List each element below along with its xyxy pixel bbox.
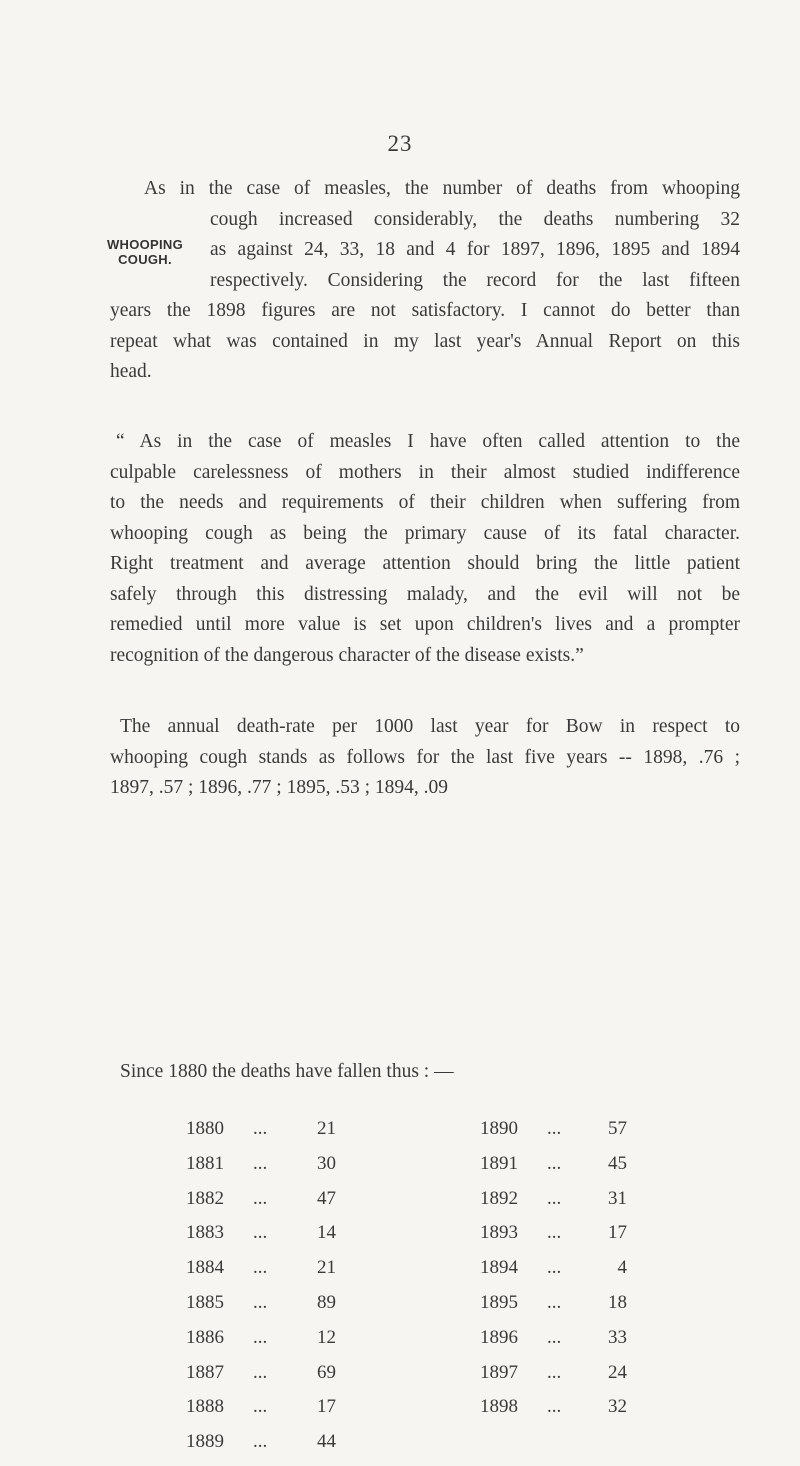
paragraph-quoted-report <box>110 427 740 671</box>
text-line: The annual death-rate per 1000 last year for Bow in respect to <box>120 716 740 737</box>
margin-note-line: WHOOPING <box>106 237 184 252</box>
table-row <box>186 1257 336 1292</box>
deaths-cell: 17 <box>317 1396 336 1418</box>
table-row <box>480 1153 627 1188</box>
text-line: to the needs and requirements of their children when suffering from <box>110 492 740 513</box>
table-row <box>186 1118 336 1153</box>
deaths-cell: 33 <box>608 1326 627 1348</box>
leader-dots: ... <box>253 1118 268 1139</box>
deaths-cell: 69 <box>317 1361 336 1383</box>
table-row <box>480 1292 627 1327</box>
table-row <box>480 1118 627 1153</box>
deaths-cell: 31 <box>608 1187 627 1209</box>
text-line: whooping cough as being the primary cause of its fatal character. <box>110 522 740 544</box>
leader-dots: ... <box>547 1118 562 1139</box>
deaths-cell: 57 <box>608 1118 627 1139</box>
leader-dots: ... <box>253 1431 268 1453</box>
deaths-cell: 47 <box>317 1187 336 1209</box>
text-line: As in the case of measles, the number of deaths from whooping <box>144 178 740 199</box>
paragraph-death-rate <box>110 712 740 804</box>
table-row <box>480 1257 627 1292</box>
text-line: “ As in the case of measles I have often called attention to the <box>116 431 740 452</box>
paragraph-whooping-cough-deaths <box>110 174 740 388</box>
leader-dots: ... <box>253 1222 268 1244</box>
year-cell: 1890 <box>480 1118 518 1139</box>
year-cell: 1886 <box>186 1326 224 1348</box>
year-cell: 1894 <box>480 1257 518 1279</box>
table-row <box>186 1431 336 1466</box>
page-number: 23 <box>387 131 413 156</box>
year-cell: 1891 <box>480 1152 518 1174</box>
deaths-cell: 12 <box>317 1326 336 1348</box>
text-line: recognition of the dangerous character of the disease exists.” <box>110 644 584 666</box>
deaths-cell: 24 <box>608 1361 627 1383</box>
year-cell: 1881 <box>186 1152 224 1174</box>
table-intro: Since 1880 the deaths have fallen thus : — <box>120 1061 454 1082</box>
text-line: 1897, .57 ; 1896, .77 ; 1895, .53 ; 1894, .09 <box>110 777 449 798</box>
text-line: as against 24, 33, 18 and 4 for 1897, 1896, 1895 and 1894 <box>210 239 740 260</box>
table-column-right <box>480 1118 627 1431</box>
leader-dots: ... <box>547 1291 562 1313</box>
year-cell: 1897 <box>480 1361 518 1383</box>
text-line: head. <box>110 361 152 382</box>
deaths-cell: 4 <box>617 1257 627 1279</box>
leader-dots: ... <box>547 1152 562 1174</box>
leader-dots: ... <box>547 1396 562 1418</box>
table-column-left <box>186 1118 336 1466</box>
year-cell: 1883 <box>186 1222 224 1244</box>
leader-dots: ... <box>253 1187 268 1209</box>
leader-dots: ... <box>253 1326 268 1348</box>
text-line: respectively. Considering the record for the last fifteen <box>210 269 740 291</box>
margin-note-line: COUGH. <box>118 252 172 267</box>
leader-dots: ... <box>547 1187 562 1209</box>
table-row <box>480 1396 627 1431</box>
year-cell: 1882 <box>186 1187 224 1209</box>
year-cell: 1880 <box>186 1118 224 1139</box>
leader-dots: ... <box>547 1326 562 1348</box>
year-cell: 1896 <box>480 1326 518 1348</box>
table-row <box>480 1222 627 1257</box>
leader-dots: ... <box>253 1396 268 1418</box>
deaths-cell: 17 <box>608 1222 627 1244</box>
leader-dots: ... <box>253 1291 268 1313</box>
table-row <box>186 1396 336 1431</box>
deaths-cell: 21 <box>317 1257 336 1279</box>
year-cell: 1898 <box>480 1396 518 1418</box>
text-line: safely through this distressing malady, and the evil will not be <box>110 583 740 605</box>
indented-block <box>210 205 740 297</box>
year-cell: 1892 <box>480 1187 518 1209</box>
leader-dots: ... <box>547 1222 562 1244</box>
leader-dots: ... <box>547 1361 562 1383</box>
year-cell: 1893 <box>480 1222 518 1244</box>
year-cell: 1889 <box>186 1431 224 1453</box>
deaths-cell: 14 <box>317 1222 336 1244</box>
text-line: culpable carelessness of mothers in their almost studied indifference <box>110 461 740 483</box>
text-line: remedied until more value is set upon children's lives and a prompter <box>110 614 740 635</box>
deaths-cell: 44 <box>317 1431 336 1453</box>
text-line: cough increased considerably, the deaths numbering 32 <box>210 208 740 230</box>
text-line: whooping cough stands as follows for the last five years -- 1898, .76 ; <box>110 746 740 768</box>
deaths-cell: 45 <box>608 1152 627 1174</box>
deaths-cell: 18 <box>608 1291 627 1313</box>
leader-dots: ... <box>253 1361 268 1383</box>
deaths-cell: 21 <box>317 1118 336 1139</box>
leader-dots: ... <box>253 1257 268 1279</box>
table-row <box>186 1327 336 1362</box>
table-row <box>186 1153 336 1188</box>
deaths-cell: 32 <box>608 1396 627 1418</box>
table-row <box>480 1188 627 1223</box>
table-row <box>186 1292 336 1327</box>
year-cell: 1888 <box>186 1396 224 1418</box>
text-line: Right treatment and average attention should bring the little patient <box>110 553 740 574</box>
table-row <box>480 1327 627 1362</box>
year-cell: 1884 <box>186 1257 224 1279</box>
year-cell: 1885 <box>186 1291 224 1313</box>
leader-dots: ... <box>253 1152 268 1174</box>
leader-dots: ... <box>547 1257 562 1279</box>
year-cell: 1887 <box>186 1361 224 1383</box>
table-row <box>186 1222 336 1257</box>
table-row <box>186 1188 336 1223</box>
deaths-cell: 30 <box>317 1152 336 1174</box>
text-line: repeat what was contained in my last year's Annual Report on this <box>110 330 740 352</box>
year-cell: 1895 <box>480 1291 518 1313</box>
deaths-cell: 89 <box>317 1291 336 1313</box>
text-line: years the 1898 figures are not satisfactory. I cannot do better than <box>110 300 740 321</box>
